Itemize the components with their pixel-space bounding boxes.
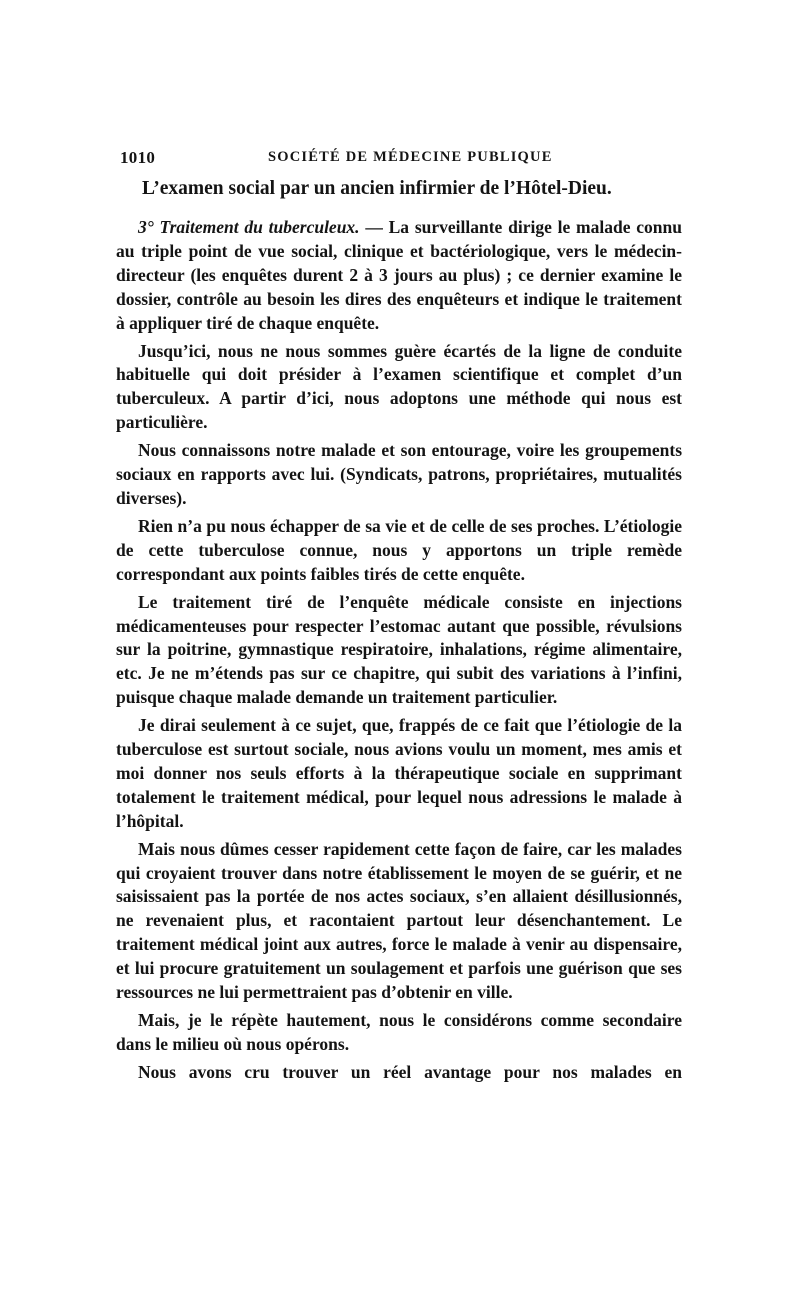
journal-title: SOCIÉTÉ DE MÉDECINE PUBLIQUE <box>268 149 553 165</box>
paragraph: Le traitement tiré de l’enquête médicale consiste en injections médicamenteuses pour respecter l’estomac autant que possible, révulsions sur la poitrine, gymnastique respiratoire, inhalations, régime alimentaire, etc. Je ne m’étends pas sur ce chapitre, qui subit des variations à l’infini, puisque chaque malade demande un traitement particulier. <box>116 591 682 708</box>
paragraph: Jusqu’ici, nous ne nous sommes guère écartés de la ligne de conduite habituelle qui doit présider à l’examen scientifique et complet d’un tuberculeux. A partir d’ici, nous adoptons une méthode qui nous est particulière. <box>116 340 682 433</box>
running-head <box>120 148 553 172</box>
page-number: 1010 <box>120 148 156 167</box>
paragraph: Rien n’a pu nous échapper de sa vie et de celle de ses proches. L’étiologie de cette tuberculose connue, nous y apportons un triple remède correspondant aux points faibles tirés de cette enquête. <box>116 515 682 584</box>
section-heading: L’examen social par un ancien infirmier de l’Hôtel-Dieu. <box>142 178 612 199</box>
paragraph <box>116 216 682 336</box>
paragraph: Mais, je le répète hautement, nous le considérons comme secondaire dans le milieu où nous opérons. <box>116 1010 682 1054</box>
paragraph: Nous avons cru trouver un réel avantage pour nos malades en <box>138 1061 682 1082</box>
paragraph: Je dirai seulement à ce sujet, que, frappés de ce fait que l’étiologie de la tuberculose est surtout sociale, nous avions voulu un moment, mes amis et moi donner nos seuls efforts à la thérapeutique sociale en supprimant totalement le traitement médical, pour lequel nous adressions le malade à l’hôpital. <box>116 715 682 831</box>
body-text <box>116 176 682 1089</box>
paragraph-lead-italic: 3° Traitement du tuberculeux. <box>138 217 360 237</box>
paragraph: Nous connaissons notre malade et son entourage, voire les groupements sociaux en rapports avec lui. (Syndicats, patrons, propriétaires, mutualités diverses). <box>116 440 682 508</box>
paragraph: Mais nous dûmes cesser rapidement cette façon de faire, car les malades qui croyaient trouver dans notre établissement le moyen de se guérir, et ne saisissaient pas la portée de nos actes sociaux, s’en allaient désillusionnés, ne revenaient plus, et racontaient partout leur désenchantement. Le traitement médical joint aux autres, force le malade à venir au dispensaire, et lui procure gratuitement un soulagement et parfois une guérison que ses ressources ne lui permettraient pas d’obtenir en ville. <box>116 838 682 1003</box>
paragraph-text: — La surveillante dirige le malade connu au triple point de vue social, clinique et bactériologique, vers le médecin-directeur (les enquêtes durent 2 à 3 jours au plus) ; ce dernier examine le dossier, contrôle au besoin les dires des enquêteurs et indique le traitement à appliquer tiré de chaque enquête. <box>116 217 682 333</box>
